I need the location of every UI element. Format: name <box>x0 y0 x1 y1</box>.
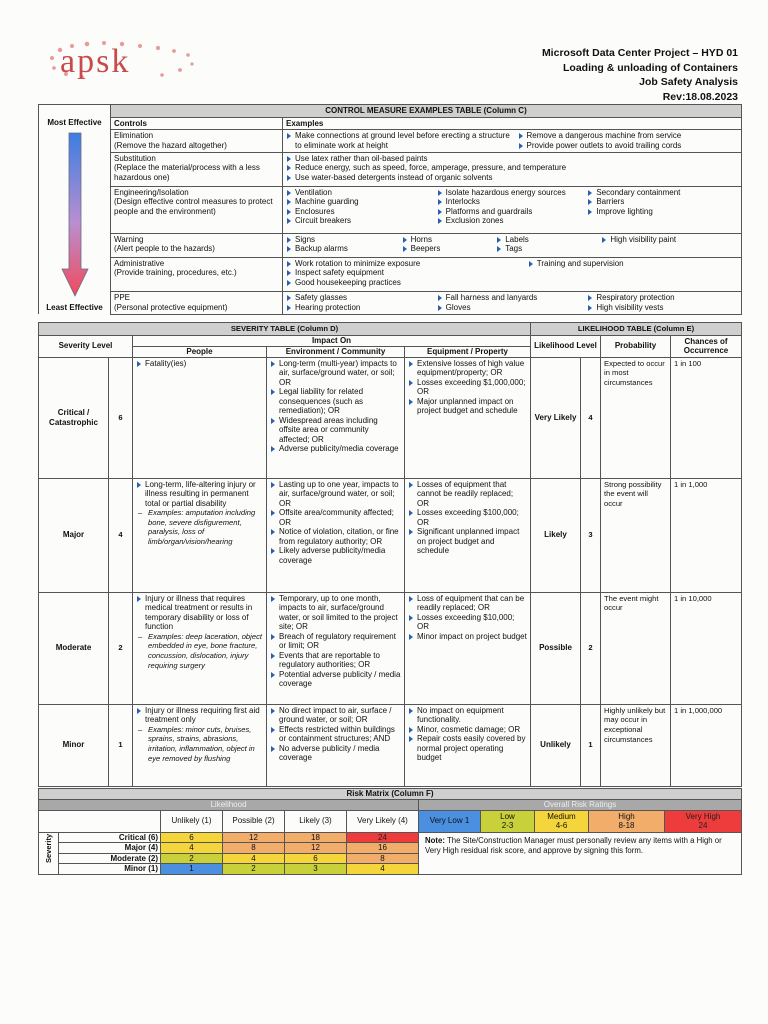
impact-example: – Examples: minor cuts, bruises, sprains, strains, abrasions, irritation, inflammation, object in eye removed by flushing <box>136 725 263 763</box>
example-item: Circuit breakers <box>286 216 437 226</box>
severity-label: Minor <box>39 704 109 786</box>
environment-impact <box>267 704 405 786</box>
example-item: Hearing protection <box>286 303 437 313</box>
impact-item: Major unplanned impact on project budget and schedule <box>408 397 527 416</box>
control-table-title: CONTROL MEASURE EXAMPLES TABLE (Column C) <box>111 105 742 118</box>
control-warning <box>111 233 283 257</box>
example-item: Provide power outlets to avoid trailing cords <box>518 141 738 151</box>
severity-likelihood-table <box>38 322 742 787</box>
impact-item: Losses exceeding $1,000,000; OR <box>408 378 527 397</box>
example-item: Respiratory protection <box>587 293 738 303</box>
control-name: Elimination <box>114 131 154 141</box>
example-item: Safety glasses <box>286 293 437 303</box>
severity-label: Moderate <box>39 592 109 704</box>
impact-item: Long-term, life-altering injury or illness resulting in permanent total or partial disability <box>136 480 263 509</box>
overall-ratings-header: Overall Risk Ratings <box>419 800 742 811</box>
impact-item: Breach of regulatory requirement or limit; OR <box>270 632 401 651</box>
matrix-cell: 1 <box>161 864 223 875</box>
example-item: Improve lighting <box>587 207 738 217</box>
likelihood-label: Very Likely <box>531 357 581 478</box>
control-desc: (Design effective control measures to protect people and the environment) <box>114 197 273 216</box>
activity-title: Loading & unloading of Containers <box>563 61 738 74</box>
impact-item: Losses exceeding $100,000; OR <box>408 508 527 527</box>
matrix-cell: 4 <box>223 853 285 864</box>
rating-medium <box>535 810 589 832</box>
severity-label: Critical / Catastrophic <box>39 357 109 478</box>
impact-item: Likely adverse publicity/media coverage <box>270 546 401 565</box>
severity-score: 4 <box>109 478 133 592</box>
impact-item: Minor impact on project budget <box>408 632 527 642</box>
rating-high <box>589 810 665 832</box>
rating-very-low: Very Low 1 <box>419 810 481 832</box>
example-item: Backup alarms <box>286 244 402 254</box>
impact-item: Losses of equipment that cannot be readily replaced; OR <box>408 480 527 509</box>
severity-row-label: Moderate (2) <box>59 853 161 864</box>
least-effective-label: Least Effective <box>46 302 103 312</box>
examples-elimination <box>283 130 742 152</box>
impact-item: Injury or illness requiring first aid treatment only <box>136 706 263 725</box>
impact-item: Notice of violation, citation, or fine from regulatory authority; OR <box>270 527 401 546</box>
control-elimination <box>111 130 283 152</box>
example-item: Gloves <box>437 303 588 313</box>
severity-score: 6 <box>109 357 133 478</box>
likelihood-col-header: Likely (3) <box>285 810 347 832</box>
chance-text: 1 in 1,000,000 <box>671 704 742 786</box>
impact-item: No direct impact to air, surface / ground water, or soil; OR <box>270 706 401 725</box>
environment-impact <box>267 592 405 704</box>
equipment-impact <box>405 704 531 786</box>
rating-name: High <box>618 811 635 821</box>
matrix-cell: 6 <box>285 853 347 864</box>
severity-row-critical <box>39 357 742 478</box>
severity-level-header: Severity Level <box>39 335 133 357</box>
likelihood-header: Likelihood <box>39 800 419 811</box>
equipment-header: Equipment / Property <box>405 346 531 357</box>
examples-engineering <box>283 186 742 233</box>
impact-item: Widespread areas including offsite area or community affected; OR <box>270 416 401 445</box>
matrix-cell: 16 <box>347 843 419 854</box>
document-header <box>542 46 738 104</box>
likelihood-level-header: Likelihood Level <box>531 335 601 357</box>
impact-item: Repair costs easily covered by normal project operating budget <box>408 734 527 763</box>
matrix-cell: 12 <box>285 843 347 854</box>
likelihood-score: 3 <box>581 478 601 592</box>
project-title: Microsoft Data Center Project – HYD 01 <box>541 47 738 59</box>
controls-header: Controls <box>111 117 283 130</box>
matrix-cell: 2 <box>223 864 285 875</box>
example-item: Fall harness and lanyards <box>437 293 588 303</box>
note-label: Note: <box>425 835 445 845</box>
manager-note <box>419 832 742 874</box>
impact-item: Temporary, up to one month, impacts to air, surface/ground water, or soil limited to the project site; OR <box>270 594 401 632</box>
impact-example: – Examples: amputation including bone, severe disfigurement, paralysis, loss of limb/organ/vision/hearing <box>136 508 263 546</box>
rating-range: 4-6 <box>555 821 568 831</box>
likelihood-col-header: Unlikely (1) <box>161 810 223 832</box>
control-substitution <box>111 152 283 186</box>
control-administrative <box>111 257 283 291</box>
rating-range: 24 <box>698 821 708 831</box>
example-item: Remove a dangerous machine from service <box>518 131 738 141</box>
impact-item: Minor, cosmetic damage; OR <box>408 725 527 735</box>
impact-item: Significant unplanned impact on project budget and schedule <box>408 527 527 556</box>
equipment-impact <box>405 592 531 704</box>
matrix-cell: 8 <box>223 843 285 854</box>
examples-administrative <box>283 257 742 291</box>
control-name: PPE <box>114 293 131 303</box>
impact-item: Fatality(ies) <box>136 359 263 369</box>
rating-name: Low <box>500 811 515 821</box>
rating-name: Very High <box>685 811 721 821</box>
severity-score: 2 <box>109 592 133 704</box>
probability-header: Probability <box>601 335 671 357</box>
control-name: Substitution <box>114 153 156 163</box>
impact-item: No adverse publicity / media coverage <box>270 744 401 763</box>
control-measure-table <box>38 104 742 315</box>
people-impact <box>133 357 267 478</box>
matrix-cell: 4 <box>347 864 419 875</box>
example-item: Good housekeeping practices <box>286 278 528 288</box>
matrix-cell: 2 <box>161 853 223 864</box>
severity-row-label: Minor (1) <box>59 864 161 875</box>
environment-header: Environment / Community <box>267 346 405 357</box>
control-desc: (Remove the hazard altogether) <box>114 140 227 150</box>
impact-on-header: Impact On <box>133 335 531 346</box>
examples-header: Examples <box>283 117 742 130</box>
impact-item: Long-term (multi-year) impacts to air, surface/ground water, or soil; OR <box>270 359 401 388</box>
matrix-cell: 4 <box>161 843 223 854</box>
example-item: Secondary containment <box>587 188 738 198</box>
rating-range: 2-3 <box>501 821 514 831</box>
example-item: Interlocks <box>437 197 588 207</box>
example-item: High visibility paint <box>601 235 738 245</box>
example-item: Use water-based detergents instead of organic solvents <box>286 173 738 183</box>
control-engineering <box>111 186 283 233</box>
environment-impact <box>267 357 405 478</box>
probability-text: Highly unlikely but may occur in exceptional circumstances <box>601 704 671 786</box>
rating-name: Medium <box>547 811 576 821</box>
impact-item: Offsite area/community affected; OR <box>270 508 401 527</box>
severity-row-major <box>39 478 742 592</box>
severity-row-minor <box>39 704 742 786</box>
chance-text: 1 in 1,000 <box>671 478 742 592</box>
example-item: Reduce energy, such as speed, force, amperage, pressure, and temperature <box>286 163 738 173</box>
impact-item: Adverse publicity/media coverage <box>270 444 401 454</box>
matrix-cell: 18 <box>285 832 347 843</box>
control-desc: (Provide training, procedures, etc.) <box>114 268 237 278</box>
impact-example: – Examples: deep laceration, object embedded in eye, bone fracture, concussion, dislocation, injury requiring surgery <box>136 632 263 670</box>
people-impact <box>133 478 267 592</box>
examples-warning <box>283 233 742 257</box>
control-desc: (Alert people to the hazards) <box>114 244 215 254</box>
probability-text: The event might occur <box>601 592 671 704</box>
example-item: Use latex rather than oil-based paints <box>286 154 738 164</box>
example-item: Training and supervision <box>528 259 738 269</box>
chances-header: Chances of Occurrence <box>671 335 742 357</box>
example-item: Machine guarding <box>286 197 437 207</box>
severity-row-moderate <box>39 592 742 704</box>
impact-item: Legal liability for related consequences (such as remediation); OR <box>270 387 401 416</box>
example-item: Work rotation to minimize exposure <box>286 259 528 269</box>
example-item: Barriers <box>587 197 738 207</box>
impact-item: Extensive losses of high value equipment/property; OR <box>408 359 527 378</box>
control-desc: (Replace the material/process with a less hazardous one) <box>114 163 260 182</box>
example-item: Labels <box>496 235 601 245</box>
impact-item: Loss of equipment that can be readily replaced; OR <box>408 594 527 613</box>
example-item: Make connections at ground level before erecting a structure to eliminate work at height <box>286 131 518 150</box>
equipment-impact <box>405 478 531 592</box>
rating-range: 8-18 <box>618 821 635 831</box>
chance-text: 1 in 100 <box>671 357 742 478</box>
example-item: Enclosures <box>286 207 437 217</box>
people-header: People <box>133 346 267 357</box>
document-type: Job Safety Analysis <box>639 76 738 88</box>
example-item: High visibility vests <box>587 303 738 313</box>
example-item: Ventilation <box>286 188 437 198</box>
example-item: Signs <box>286 235 402 245</box>
matrix-cell: 12 <box>223 832 285 843</box>
likelihood-label: Possible <box>531 592 581 704</box>
impact-item: Potential adverse publicity / media coverage <box>270 670 401 689</box>
most-effective-label: Most Effective <box>39 117 111 130</box>
example-item: Horns <box>402 235 497 245</box>
matrix-cell: 24 <box>347 832 419 843</box>
severity-score: 1 <box>109 704 133 786</box>
example-item: Isolate hazardous energy sources <box>437 188 588 198</box>
likelihood-score: 2 <box>581 592 601 704</box>
impact-item: No impact on equipment functionality. <box>408 706 527 725</box>
severity-table-title: SEVERITY TABLE (Column D) <box>39 323 531 336</box>
likelihood-label: Likely <box>531 478 581 592</box>
probability-text: Expected to occur in most circumstances <box>601 357 671 478</box>
control-desc: (Personal protective equipment) <box>114 302 228 312</box>
impact-item: Losses exceeding $10,000; OR <box>408 613 527 632</box>
likelihood-table-title: LIKELIHOOD TABLE (Column E) <box>531 323 742 336</box>
control-name: Administrative <box>114 258 165 268</box>
risk-matrix-title: Risk Matrix (Column F) <box>39 789 742 800</box>
matrix-cell: 6 <box>161 832 223 843</box>
likelihood-col-header: Very Likely (4) <box>347 810 419 832</box>
equipment-impact <box>405 357 531 478</box>
example-item: Tags <box>496 244 601 254</box>
example-item: Beepers <box>402 244 497 254</box>
severity-axis-label: Severity <box>44 833 53 863</box>
note-text: The Site/Construction Manager must personally review any items with a High or Very High residual risk score, and approve by signing this form. <box>425 835 722 855</box>
matrix-cell: 3 <box>285 864 347 875</box>
likelihood-score: 4 <box>581 357 601 478</box>
impact-item: Effects restricted within buildings or containment structures; AND <box>270 725 401 744</box>
revision: Rev:18.08.2023 <box>662 90 738 103</box>
example-item: Inspect safety equipment <box>286 268 528 278</box>
likelihood-col-header: Possible (2) <box>223 810 285 832</box>
impact-item: Events that are reportable to regulatory authorities; OR <box>270 651 401 670</box>
example-item: Platforms and guardrails <box>437 207 588 217</box>
control-name: Engineering/Isolation <box>114 187 189 197</box>
impact-item: Lasting up to one year, impacts to air, surface/ground water, or soil; OR <box>270 480 401 509</box>
severity-row-label: Critical (6) <box>59 832 161 843</box>
company-logo: apsk <box>60 43 131 80</box>
people-impact <box>133 592 267 704</box>
risk-matrix-table <box>38 788 742 875</box>
examples-substitution <box>283 152 742 186</box>
example-item: Exclusion zones <box>437 216 588 226</box>
chance-text: 1 in 10,000 <box>671 592 742 704</box>
impact-item: Injury or illness that requires medical treatment or results in temporary disability or loss of function <box>136 594 263 632</box>
probability-text: Strong possibility the event will occur <box>601 478 671 592</box>
people-impact <box>133 704 267 786</box>
rating-very-high <box>665 810 742 832</box>
environment-impact <box>267 478 405 592</box>
likelihood-score: 1 <box>581 704 601 786</box>
rating-low <box>481 810 535 832</box>
examples-ppe <box>283 292 742 314</box>
control-ppe <box>111 292 283 314</box>
likelihood-label: Unlikely <box>531 704 581 786</box>
severity-row-label: Major (4) <box>59 843 161 854</box>
severity-label: Major <box>39 478 109 592</box>
control-name: Warning <box>114 234 144 244</box>
matrix-cell: 8 <box>347 853 419 864</box>
effectiveness-arrow-icon <box>60 131 90 299</box>
